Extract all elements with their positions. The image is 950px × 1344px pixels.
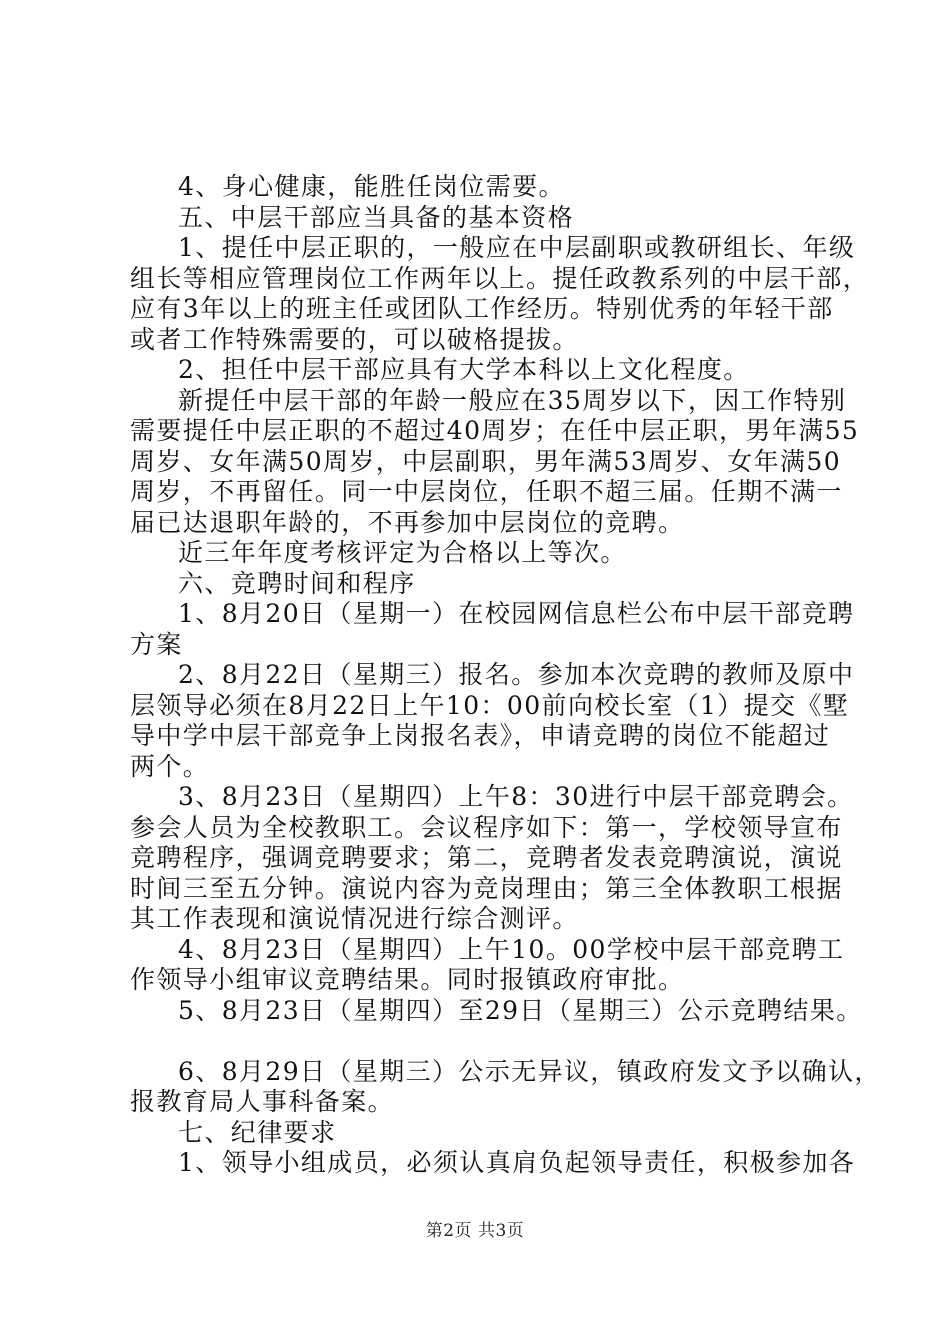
text-line: 1、提任中层正职的，一般应在中层副职或教研组长、年级	[178, 233, 856, 262]
text-line: 周岁，不再留任。同一中层岗位，任职不超三届。任期不满一	[130, 477, 843, 506]
text-line: 应有3年以上的班主任或团队工作经历。特别优秀的年轻干部	[130, 294, 834, 323]
text-line: 六、竞聘时间和程序	[178, 568, 416, 598]
text-line: 1、8月20日（星期一）在校园网信息栏公布中层干部竞聘	[178, 599, 855, 628]
text-line: 2、担任中层干部应具有大学本科以上文化程度。	[178, 355, 750, 384]
text-line: 2、8月22日（星期三）报名。参加本次竞聘的教师及原中	[178, 660, 855, 689]
document-body	[130, 172, 881, 1179]
text-line: 参会人员为全校教职工。会议程序如下：第一，学校领导宣布	[130, 812, 843, 842]
text-line: 层领导必须在8月22日上午10：00前向校长室（1）提交《墅	[130, 690, 850, 720]
text-line: 其工作表现和演说情况进行综合测评。	[130, 904, 579, 933]
text-line: 4、身心健康，能胜任岗位需要。	[178, 172, 565, 201]
text-line: 1、领导小组成员，必须认真肩负起领导责任，积极参加各	[178, 1148, 856, 1177]
text-line: 报教育局人事科备案。	[130, 1087, 395, 1116]
text-line: 6、8月29日（星期三）公示无异议，镇政府发文予以确认，	[178, 1056, 881, 1086]
text-line: 七、纪律要求	[178, 1117, 337, 1147]
page-footer: 第2页 共3页	[425, 1221, 525, 1241]
text-line: 或者工作特殊需要的，可以破格提拔。	[130, 324, 579, 354]
text-line: 届已达退职年龄的，不再参加中层岗位的竞聘。	[130, 507, 685, 537]
text-line: 方案	[130, 629, 183, 659]
text-line: 周岁、女年满50周岁，中层副职，男年满53周岁、女年满50	[130, 446, 842, 476]
text-line: 两个。	[130, 751, 210, 781]
text-line: 竞聘程序，强调竞聘要求；第二，竞聘者发表竞聘演说，演说	[130, 843, 843, 872]
text-line: 3、8月23日（星期四）上午8：30进行中层干部竞聘会。	[178, 782, 854, 811]
text-line: 时间三至五分钟。演说内容为竞岗理由；第三全体教职工根据	[130, 873, 843, 903]
blank-line	[130, 1026, 840, 1057]
text-line: 五、中层干部应当具备的基本资格	[178, 202, 575, 232]
text-line: 导中学中层干部竞争上岗报名表》，申请竞聘的岗位不能超过	[130, 721, 831, 750]
text-line: 5、8月23日（星期四）至29日（星期三）公示竞聘结果。	[178, 995, 863, 1025]
text-line: 近三年年度考核评定为合格以上等次。	[178, 538, 627, 567]
text-line: 作领导小组审议竞聘结果。同时报镇政府审批。	[130, 965, 685, 994]
text-line: 组长等相应管理岗位工作两年以上。提任政教系列的中层干部，	[130, 263, 870, 293]
text-line: 新提任中层干部的年龄一般应在35周岁以下，因工作特别	[178, 385, 847, 415]
text-line: 4、8月23日（星期四）上午10。00学校中层干部竞聘工	[178, 934, 845, 964]
text-line: 需要提任中层正职的不超过40周岁；在任中层正职，男年满55	[130, 416, 860, 445]
